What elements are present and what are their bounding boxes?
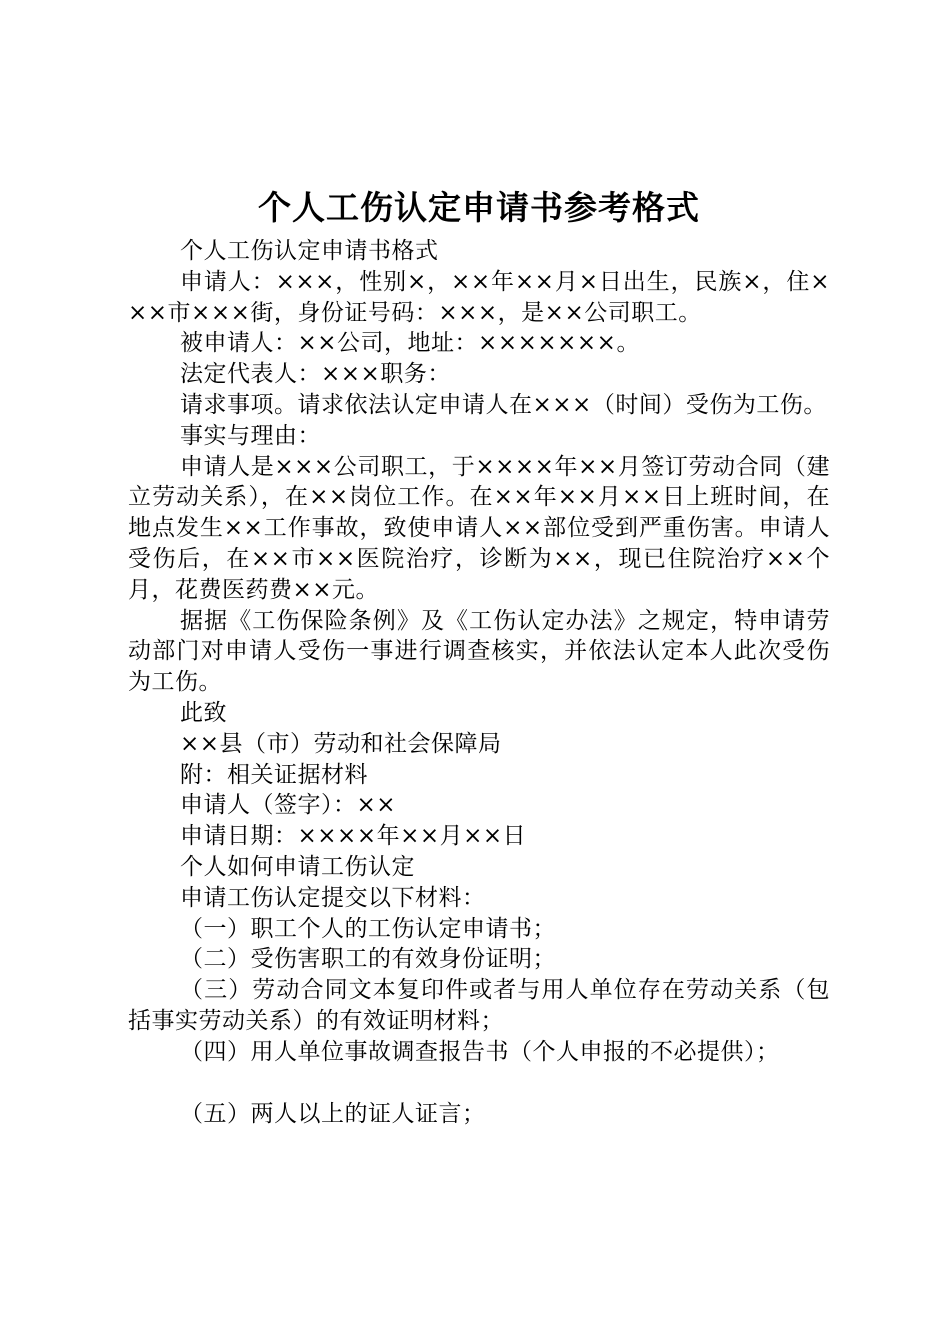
paragraph-signature: 申请人（签字）：×× (180, 792, 397, 819)
list-item-material-5: （五）两人以上的证人证言； (180, 1100, 486, 1127)
paragraph-date: 申请日期：××××年××月××日 (180, 823, 527, 850)
paragraph-facts-body: 申请人是×××公司职工，于××××年××月签订劳动合同（建立劳动关系），在××岗位工作。在××年××月××日上班时间，在地点发生××工作事故，致使申请人××部位受到严重伤害。申请人受伤后，在××市××医院治疗，诊断为××，现已住院治疗××个月，花费医药费××元。 (128, 453, 830, 603)
list-item-material-3: （三）劳动合同文本复印件或者与用人单位存在劳动关系（包括事实劳动关系）的有效证明材料； (128, 977, 830, 1034)
blank-line (128, 1068, 830, 1099)
document-page (128, 186, 830, 1129)
paragraph-materials-intro: 申请工伤认定提交以下材料： (180, 884, 486, 911)
paragraph-applicant: 申请人：×××，性别×，××年××月×日出生，民族×，住×××市×××街，身份证号码：×××，是××公司职工。 (128, 268, 830, 326)
paragraph-how-to-apply: 个人如何申请工伤认定 (180, 853, 415, 880)
paragraph-attachment: 附：相关证据材料 (180, 761, 368, 788)
paragraph-legal-representative: 法定代表人：×××职务： (180, 361, 451, 388)
paragraph-legal-basis: 据据《工伤保险条例》及《工伤认定办法》之规定，特申请劳动部门对申请人受伤一事进行调查核实，并依法认定本人此次受伤为工伤。 (128, 607, 830, 696)
paragraph-format-heading: 个人工伤认定申请书格式 (180, 238, 439, 264)
paragraph-facts-heading: 事实与理由： (180, 422, 321, 449)
paragraph-recipient: ××县（市）劳动和社会保障局 (180, 730, 502, 757)
document-title: 个人工伤认定申请书参考格式 (258, 188, 700, 227)
list-item-material-4: （四）用人单位事故调查报告书（个人申报的不必提供）； (180, 1038, 780, 1065)
paragraph-request: 请求事项。请求依法认定申请人在×××（时间）受伤为工伤。 (180, 391, 827, 418)
paragraph-respondent: 被申请人：××公司，地址：×××××××。 (180, 330, 640, 357)
paragraph-salutation: 此致 (180, 699, 227, 726)
list-item-material-2: （二）受伤害职工的有效身份证明； (180, 946, 556, 973)
list-item-material-1: （一）职工个人的工伤认定申请书； (180, 915, 556, 942)
